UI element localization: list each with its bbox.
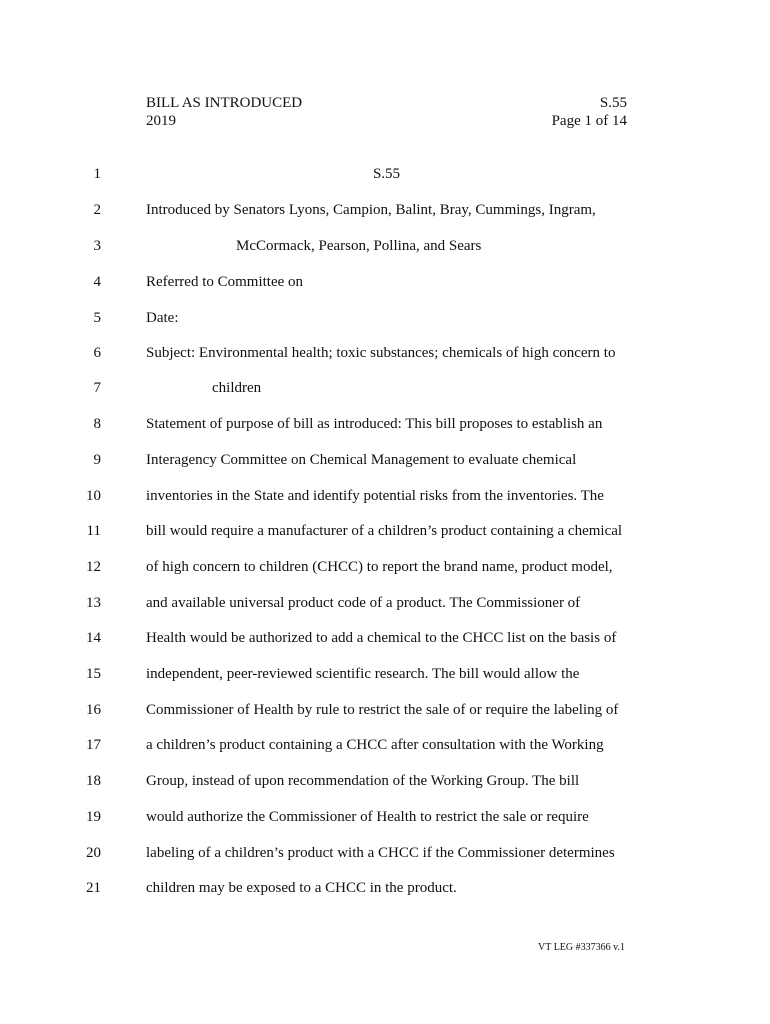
document-line (0, 770, 770, 792)
line-number: 8 (93, 416, 101, 432)
line-text: inventories in the State and identify potential risks from the inventories. The (146, 488, 604, 504)
line-text: Health would be authorized to add a chemical to the CHCC list on the basis of (146, 630, 617, 646)
header-row-1 (146, 94, 627, 112)
document-line (0, 307, 770, 329)
line-text: children may be exposed to a CHCC in the product. (146, 880, 457, 896)
document-line (0, 520, 770, 542)
document-line (0, 556, 770, 578)
document-line (0, 413, 770, 435)
bill-status-label: BILL AS INTRODUCED (146, 95, 303, 111)
line-text: Introduced by Senators Lyons, Campion, Balint, Bray, Cummings, Ingram, (146, 202, 596, 218)
line-number: 3 (93, 238, 101, 254)
line-number: 11 (86, 523, 101, 539)
line-text: bill would require a manufacturer of a children’s product containing a chemical (146, 523, 623, 539)
document-line (0, 663, 770, 685)
line-number: 5 (93, 310, 101, 326)
line-number: 7 (93, 380, 101, 396)
line-text: Referred to Committee on (146, 274, 304, 290)
bill-title: S.55 (372, 166, 401, 182)
document-line (0, 235, 770, 257)
document-line (0, 699, 770, 721)
document-line (0, 377, 770, 399)
line-text: a children’s product containing a CHCC after consultation with the Working (146, 737, 604, 753)
line-number: 9 (93, 452, 101, 468)
bill-year-label: 2019 (146, 113, 176, 129)
line-number: 21 (86, 880, 101, 896)
line-text: Date: (146, 310, 179, 326)
document-id-footer: VT LEG #337366 v.1 (538, 942, 625, 953)
line-number: 16 (86, 702, 101, 718)
line-text: of high concern to children (CHCC) to report the brand name, product model, (146, 559, 613, 575)
line-text: Group, instead of upon recommendation of the Working Group. The bill (146, 773, 580, 789)
line-number: 19 (86, 809, 101, 825)
document-line (0, 592, 770, 614)
document-line (0, 163, 770, 185)
line-number: 20 (86, 845, 101, 861)
document-line (0, 449, 770, 471)
document-line (0, 485, 770, 507)
line-number: 12 (86, 559, 101, 575)
document-line (0, 877, 770, 899)
line-number: 4 (93, 274, 101, 290)
page-header (146, 94, 627, 130)
document-line (0, 199, 770, 221)
line-text: and available universal product code of a product. The Commissioner of (146, 595, 581, 611)
line-text: would authorize the Commissioner of Health to restrict the sale or require (146, 809, 589, 825)
line-text: McCormack, Pearson, Pollina, and Sears (236, 238, 482, 254)
line-number: 14 (86, 630, 101, 646)
bill-number-label: S.55 (599, 95, 627, 111)
document-line (0, 271, 770, 293)
line-text: labeling of a children’s product with a CHCC if the Commissioner determines (146, 845, 615, 861)
line-number: 15 (86, 666, 101, 682)
document-line (0, 806, 770, 828)
line-number: 6 (93, 345, 101, 361)
line-text: Statement of purpose of bill as introduced: This bill proposes to establish an (146, 416, 603, 432)
line-number: 2 (93, 202, 101, 218)
document-line (0, 842, 770, 864)
document-line (0, 342, 770, 364)
line-text: children (212, 380, 262, 396)
line-text: Subject: Environmental health; toxic substances; chemicals of high concern to (146, 345, 616, 361)
page-number-label: Page 1 of 14 (551, 113, 627, 129)
line-text: independent, peer-reviewed scientific research. The bill would allow the (146, 666, 580, 682)
line-number: 1 (93, 166, 101, 182)
line-text: Commissioner of Health by rule to restrict the sale of or require the labeling of (146, 702, 619, 718)
line-number: 18 (86, 773, 101, 789)
document-line (0, 734, 770, 756)
line-number: 10 (86, 488, 101, 504)
header-row-2 (146, 112, 627, 130)
line-number: 13 (86, 595, 101, 611)
line-number: 17 (86, 737, 101, 753)
document-line (0, 627, 770, 649)
line-text: Interagency Committee on Chemical Management to evaluate chemical (146, 452, 577, 468)
